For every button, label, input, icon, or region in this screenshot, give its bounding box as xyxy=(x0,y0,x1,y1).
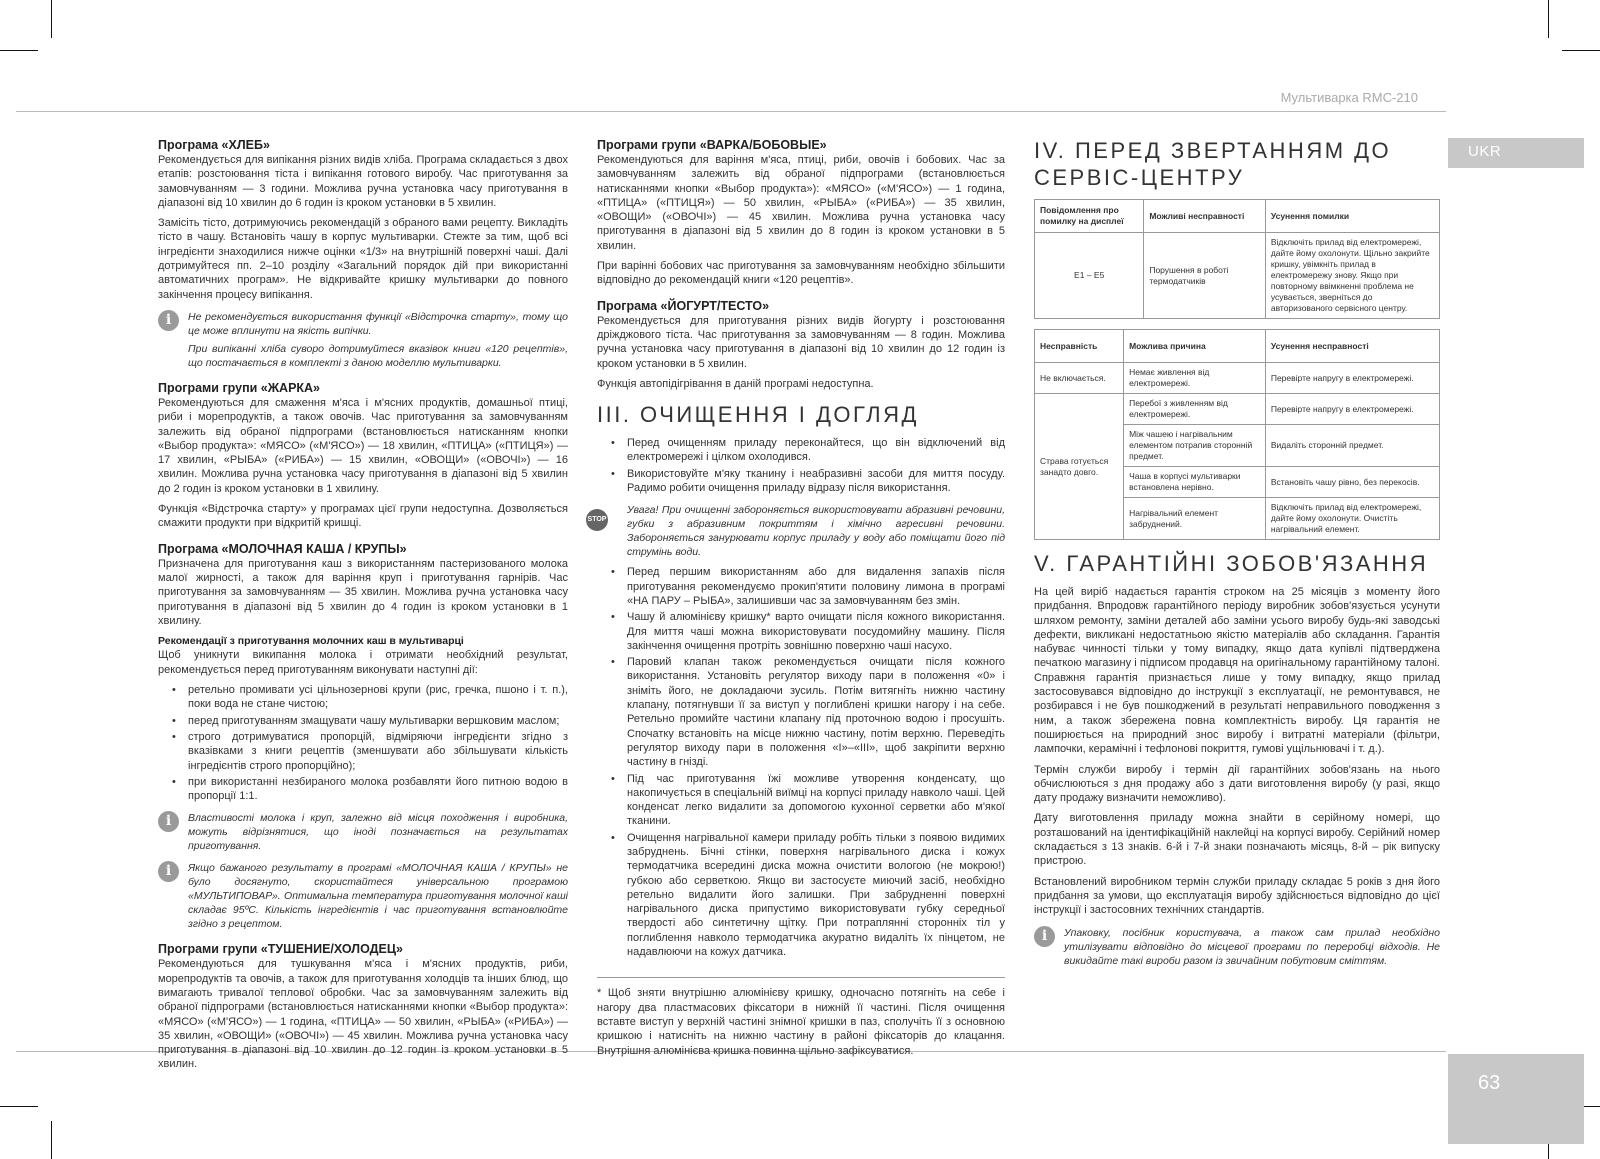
table-cell: Не включається. xyxy=(1035,363,1124,394)
paragraph: Встановлений виробником термін служби приладу складає 5 років з дня його придбання за умови, що експлуатація виробу здійснюється відповідно до цієї інструкції і застосовних технічних стандартів. xyxy=(1034,875,1440,917)
column-2 xyxy=(587,137,1005,1064)
running-header: Мультиварка RMC-210 xyxy=(1280,90,1418,105)
error-table xyxy=(1034,199,1440,319)
note-text: При випіканні хліба суворо дотримуйтеся вказівок книги «120 рецептів», що постачається в комплекті з даною моделлю мультиварки. xyxy=(188,342,568,369)
table-cell: Між чашею і нагрівальним елементом потрапив сторонній предмет. xyxy=(1124,425,1266,467)
table-cell: Перевірте напругу в електромережі. xyxy=(1265,394,1439,425)
paragraph: Дату виготовлення приладу можна знайти в серійному номері, що розташований на ідентифікаційній наклейці на корпусі виробу. Серійний номер складається з 13 знаків. 6-й і 7-й знаки позначають місяць, 8-й – рік випуску пристрою. xyxy=(1034,812,1440,868)
table-cell: Відключіть прилад від електромережі, дайте йому охолонути. Щільно закрийте кришку, увімкніть прилад в електромережу знову. Якщо при повторному ввімкненні проблема не усувається, зверніться до авторизованого сервісного центру. xyxy=(1265,233,1439,319)
section-title-milk: Програма «МОЛОЧНАЯ КАША / КРУПЫ» xyxy=(158,541,407,556)
warning-note xyxy=(587,503,1005,559)
paragraph: Рекомендуються для смаження м'яса і м'ясних продуктів, домашньої птиці, риби і морепродуктів, а також овочів. Час приготування за замовчуванням залежить від обраної підпрограми (встановлюється натисканням кнопки «Выбор продукта»: «МЯСО» («М'ЯСО») — 18 хвилин, «ПТИЦА» («ПТИЦЯ») — 17 хвилин, «РЫБА» («РИБА») — 15 хвилин, «ОВОЩИ» («ОВОЧІ») — 16 хвилин. Можлива ручна установка часу приготування в діапазоні від 5 хвилин до 2 годин із кроком установки в 1 хвилину. xyxy=(158,396,568,495)
table-cell: E1 – E5 xyxy=(1035,233,1144,319)
list-item: • ретельно промивати усі цільнозернові крупи (рис, гречка, пшоно і т. п.), поки вода не стане чистою; xyxy=(188,683,568,712)
table-row xyxy=(1035,394,1440,425)
crop-mark xyxy=(51,1121,52,1159)
section-title-fry: Програми групи «ЖАРКА» xyxy=(158,380,321,395)
info-icon: i xyxy=(1034,926,1055,947)
note-text: Властивості молока і круп, залежно від місця походження і виробника, можуть відрізнятися, що іноді позначається на результатах приготування. xyxy=(188,812,568,853)
table-row xyxy=(1035,363,1440,394)
list-item: • Під час приготування їжі можливе утворення конденсату, що накопичується в спеціальній виїмці на корпусі приладу навколо чаші. Цей конденсат легко видалити за допомогою кухонної серветки або м'якої тканини. xyxy=(627,772,1005,829)
note-text: Якщо бажаного результату в програмі «МОЛОЧНАЯ КАША / КРУПЫ» не було досягнуто, скористайтеся універсальною програмою «МУЛЬТИПОВАР». Оптимальна температура приготування молочної каші складає 95ºС. Кількість інгредієнтів і час приготування встановлюйте згідно з рецептом. xyxy=(188,862,568,931)
table-cell: Перевірте напругу в електромережі. xyxy=(1265,363,1439,394)
crop-mark xyxy=(0,1106,38,1107)
crop-mark xyxy=(1562,50,1600,51)
paragraph: Рекомендується для випікання різних видів хліба. Програма складається з двох етапів: розстоювання тіста і випікання готового виробу. Час приготування за замовчуванням — 3 години. Можлива ручна установка часу приготування в діапазоні від 10 хвилин до 6 годин із кроком установки в 5 хвилин. xyxy=(158,154,568,209)
paragraph: Термін служби виробу і термін дії гарантійних зобов'язань на нього обчислюються з дня продажу або з дати виготовлення виробу (у разі, якщо дату продажу визначити неможливо). xyxy=(1034,763,1440,805)
paragraph: Замісіть тісто, дотримуючись рекомендацій з обраного вами рецепту. Викладіть тісто в чашу. Встановіть чашу в корпус мультиварки. Стежте за тим, щоб всі інгредієнти знаходилися нижче оцінки «1/3» на внутрішній поверхні чаші. Далі дотримуйтеся пп. 2–10 розділу «Загальний порядок дій при використанні автоматичних програм». Не відкривайте кришку мультиварки до повного закінчення процесу випікання. xyxy=(158,217,568,301)
crop-mark xyxy=(51,0,52,38)
crop-mark xyxy=(1548,0,1549,38)
stop-icon: STOP xyxy=(586,509,608,531)
paragraph: Рекомендуються для варіння м'яса, птиці, риби, овочів і бобових. Час за замовчуванням залежить від обраної підпрограми (встановлюється натисканнями кнопки «Выбор продукта»): «МЯСО» («М'ЯСО») — 1 година, «ПТИЦА» («ПТИЦЯ») — 50 хвилин, «РЫБА» («РИБА») — 35 хвилин, «ОВОЩИ» («ОВОЧІ») — 45 хвилин. Можлива ручна установка часу приготування в діапазоні від 5 хвилин до 8 годин із кроком установки в 5 хвилин. xyxy=(597,154,1005,252)
column-3 xyxy=(1034,137,1440,974)
bullet-list xyxy=(613,565,1005,959)
language-tab: UKR xyxy=(1448,138,1584,168)
list-item: • Паровий клапан також рекомендується очищати після кожного використання. Установіть регулятор виходу пари в положення «0» і зніміть його, не докладаючи зусиль. Потім витягніть нижню частину клапану, потягнувши її за виступ у поглиблені кришки нагору і на себе. Ретельно промийте частини клапану під проточною водою і просушіть. Спочатку встановіть на місце нижню частину, потім верхню. Переведіть регулятор виходу пари в положення «І»–«ІІІ», щоб закріпити верхню частину в гнізді. xyxy=(627,655,1005,769)
table-header: Усунення несправності xyxy=(1265,330,1439,363)
paragraph: Призначена для приготування каш з використанням пастеризованого молока малої жирності, а також для варіння круп і приготування гарнірів. Час приготування за замовчуванням — 35 хвилин. Можлива ручна установка часу приготування в діапазоні від 5 хвилин до 4 годин із кроком установки в 1 хвилину. xyxy=(158,557,568,627)
paragraph: Рекомендуються для тушкування м'яса і м'ясних продуктів, риби, морепродуктів та овочів, а також для приготування холодців та інших блюд, що вимагають тривалої теплової обробки. Час за замовчуванням залежить від обраної підпрограми (встановлюється натисканнями кнопки «Выбор продукта»: «МЯСО» («М'ЯСО») — 1 година, «ПТИЦА» — 50 хвилин, «РЫБА» («РИБА») — 35 хвилин, «ОВОЩИ» («ОВОЧІ») — 45 хвилин. Можлива ручна установка часу приготування в діапазоні від 10 хвилин до 12 годин із кроком установки в 5 хвилин. xyxy=(158,958,568,1071)
table-cell: Видаліть сторонній предмет. xyxy=(1265,425,1439,467)
paragraph: Функція автопідігрівання в даній програмі недоступна. xyxy=(597,377,874,390)
paragraph: Рекомендується для приготування різних видів йогурту і розстоювання дріжджового тіста. Час приготування за замовчуванням — 8 годин. Можлива ручна установка часу приготування в діапазоні від 10 хвилин до 12 годин із кроком установки в 5 хвилин. xyxy=(597,314,1005,370)
note-text: Упаковку, посібник користувача, а також сам прилад необхідно утилізувати відповідно до місцевої програми по переробці відходів. Не викидайте такі вироби разом із звичайним побутовим сміттям. xyxy=(1064,926,1440,967)
troubleshooting-table xyxy=(1034,329,1440,540)
table-header-row xyxy=(1035,330,1440,363)
list-item: • Перед очищенням приладу переконайтеся, що він відключений від електромережі і цілком охолодився. xyxy=(627,436,1005,465)
header-rule xyxy=(16,111,1446,112)
list-item: • Перед першим використанням або для видалення запахів після приготування рекомендуємо прокип'ятити половину лимона в програмі «НА ПАРУ – РЫБА», залишивши час за замовчуванням без змін. xyxy=(627,565,1005,608)
table-header: Несправність xyxy=(1035,330,1124,363)
table-header: Можливі несправності xyxy=(1144,200,1266,233)
table-cell: Немає живлення від електромережі. xyxy=(1124,363,1266,394)
list-item: • перед приготуванням змащувати чашу мультиварки вершковим маслом; xyxy=(188,714,568,728)
list-item: • Чашу й алюмінієву кришку* варто очищати після кожного використання. Для миття чаші можна використовувати посудомийну машину. Після закінчення очищення протріть зовнішню поверхню чаші насухо. xyxy=(627,610,1005,653)
list-item: • строго дотримуватися пропорцій, відміряючи інгредієнти згідно з вказівками з книги рецептів (зменшувати або збільшувати кількість інгредієнтів строго пропорційно); xyxy=(188,730,568,773)
info-note xyxy=(158,310,568,370)
chapter-heading-warranty: V. ГАРАНТІЙНІ ЗОБОВ'ЯЗАННЯ xyxy=(1034,551,1429,576)
warning-text: Увага! При очищенні забороняється використовувати абразивні речовини, губки з абразивним покриттям і хімічно агресивні речовини. Забороняється занурювати корпус приладу у воду або поміщати його під струмінь води. xyxy=(627,504,1005,559)
list-item: • Використовуйте м'яку тканину і неабразивні засоби для миття посуду. Радимо робити очищення приладу відразу після використання. xyxy=(627,467,1005,496)
table-cell: Порушення в роботі термодатчиків xyxy=(1144,233,1266,319)
table-header: Повідомлення про помилку на дисплеї xyxy=(1035,200,1144,233)
info-note xyxy=(1034,926,1440,968)
table-cell: Страва готується занадто довго. xyxy=(1035,394,1124,540)
section-title-yogurt: Програма «ЙОГУРТ/ТЕСТО» xyxy=(597,298,770,313)
page-number: 63 xyxy=(1448,1054,1584,1144)
table-cell: Встановіть чашу рівно, без перекосів. xyxy=(1265,467,1439,498)
footnote: * Щоб зняти внутрішню алюмінієву кришку, одночасно потягніть на себе і нагору два пластмасових фіксатори в нижній її частині. Після очищення вставте виступ у верхній частині знімної кришки в паз, сполучіть її з основною кришкою і натисніть на нижню частину в районі фіксаторів до клацання. Внутрішня алюмінієва кришка повинна щільно зафіксуватися. xyxy=(597,977,1005,1057)
chapter-heading-care: III. ОЧИЩЕННЯ І ДОГЛЯД xyxy=(597,402,919,428)
subheading: Рекомендації з приготування молочних каш в мультиварці xyxy=(158,635,464,648)
paragraph: Функція «Відстрочка старту» у програмах цієї групи недоступна. Дозволяється смажити продукти при відкритій кришці. xyxy=(158,503,568,530)
bullet-list xyxy=(174,683,568,803)
section-title-bread: Програма «ХЛЕБ» xyxy=(158,138,270,152)
table-row xyxy=(1035,233,1440,319)
section-title-boil: Програми групи «ВАРКА/БОБОВЫЕ» xyxy=(597,138,827,152)
list-item: • при використанні незбираного молока розбавляти його питною водою в пропорції 1:1. xyxy=(188,775,568,804)
table-header: Усунення помилки xyxy=(1265,200,1439,233)
table-header: Можлива причина xyxy=(1124,330,1266,363)
paragraph: Щоб уникнути википання молока і отримати необхідний результат, рекомендується перед приготуванням виконувати наступні дії: xyxy=(158,649,568,676)
info-icon: i xyxy=(158,861,179,882)
table-cell: Чаша в корпусі мультиварки встановлена нерівно. xyxy=(1124,467,1266,498)
column-1 xyxy=(158,137,568,1078)
bullet-list xyxy=(613,436,1005,495)
info-note xyxy=(158,811,568,853)
info-icon: i xyxy=(158,811,179,832)
table-header-row xyxy=(1035,200,1440,233)
table-cell: Нагрівальний елемент забруднений. xyxy=(1124,498,1266,540)
note-text: Не рекомендується використання функції «Відстрочка старту», тому що це може вплинути на якість випічки. xyxy=(188,310,568,337)
paragraph: На цей виріб надається гарантія строком на 25 місяців з моменту його придбання. Впродовж гарантійного періоду виробник зобов'язується усунути шляхом ремонту, заміни деталей або заміни усього виробу будь-які заводські дефекти, викликані недостатньою якістю матеріалів або складання. Гарантія набуває чинності тільки у тому випадку, якщо дата купівлі підтверджена печаткою магазину і підписом продавця на оригінальному гарантійному талоні. Справжня гарантія признається лише у тому випадку, якщо прилад застосовувався відповідно до інструкції з експлуатації, не ремонтувався, не розбирався і не був пошкоджений в результаті неправильного поводження з ним, а також збережена повна комплектність виробу. Ця гарантія не поширюється на природний знос виробу і витратні матеріали (фільтри, лампочки, керамічні і тефлонові покриття, гумові ущільнювачі і т. д.). xyxy=(1034,586,1440,756)
paragraph: При варінні бобових час приготування за замовчуванням необхідно збільшити відповідно до рекомендацій книги «120 рецептів». xyxy=(597,260,1005,287)
list-item: • Очищення нагрівальної камери приладу робіть тільки з появою видимих забруднень. Бічні стінки, поверхня нагрівального диска і кожух термодатчика всередині диска можна очистити вологою (не мокрою!) губкою або серветкою. Якщо ви застосуєте миючий засіб, необхідно ретельно видалити його залишки. При забрудненні поверхні нагрівального диска припустимо використовувати губку середньої твердості або синтетичну щітку. При потраплянні сторонніх тіл у поглиблення навколо термодатчика акуратно видаліть їх пінцетом, не надавлюючи на кожух датчика. xyxy=(627,831,1005,960)
crop-mark xyxy=(0,50,38,51)
info-icon: i xyxy=(158,310,179,331)
section-title-stew: Програми групи «ТУШЕНИЕ/ХОЛОДЕЦ» xyxy=(158,942,403,957)
table-cell: Перебої з живленням від електромережі. xyxy=(1124,394,1266,425)
chapter-heading-service: IV. ПЕРЕД ЗВЕРТАННЯМ ДО СЕРВІС-ЦЕНТРУ xyxy=(1034,138,1392,190)
table-cell: Відключіть прилад від електромережі, дайте йому охолонути. Очистіть нагрівальний елемент. xyxy=(1265,498,1439,540)
info-note xyxy=(158,861,568,931)
